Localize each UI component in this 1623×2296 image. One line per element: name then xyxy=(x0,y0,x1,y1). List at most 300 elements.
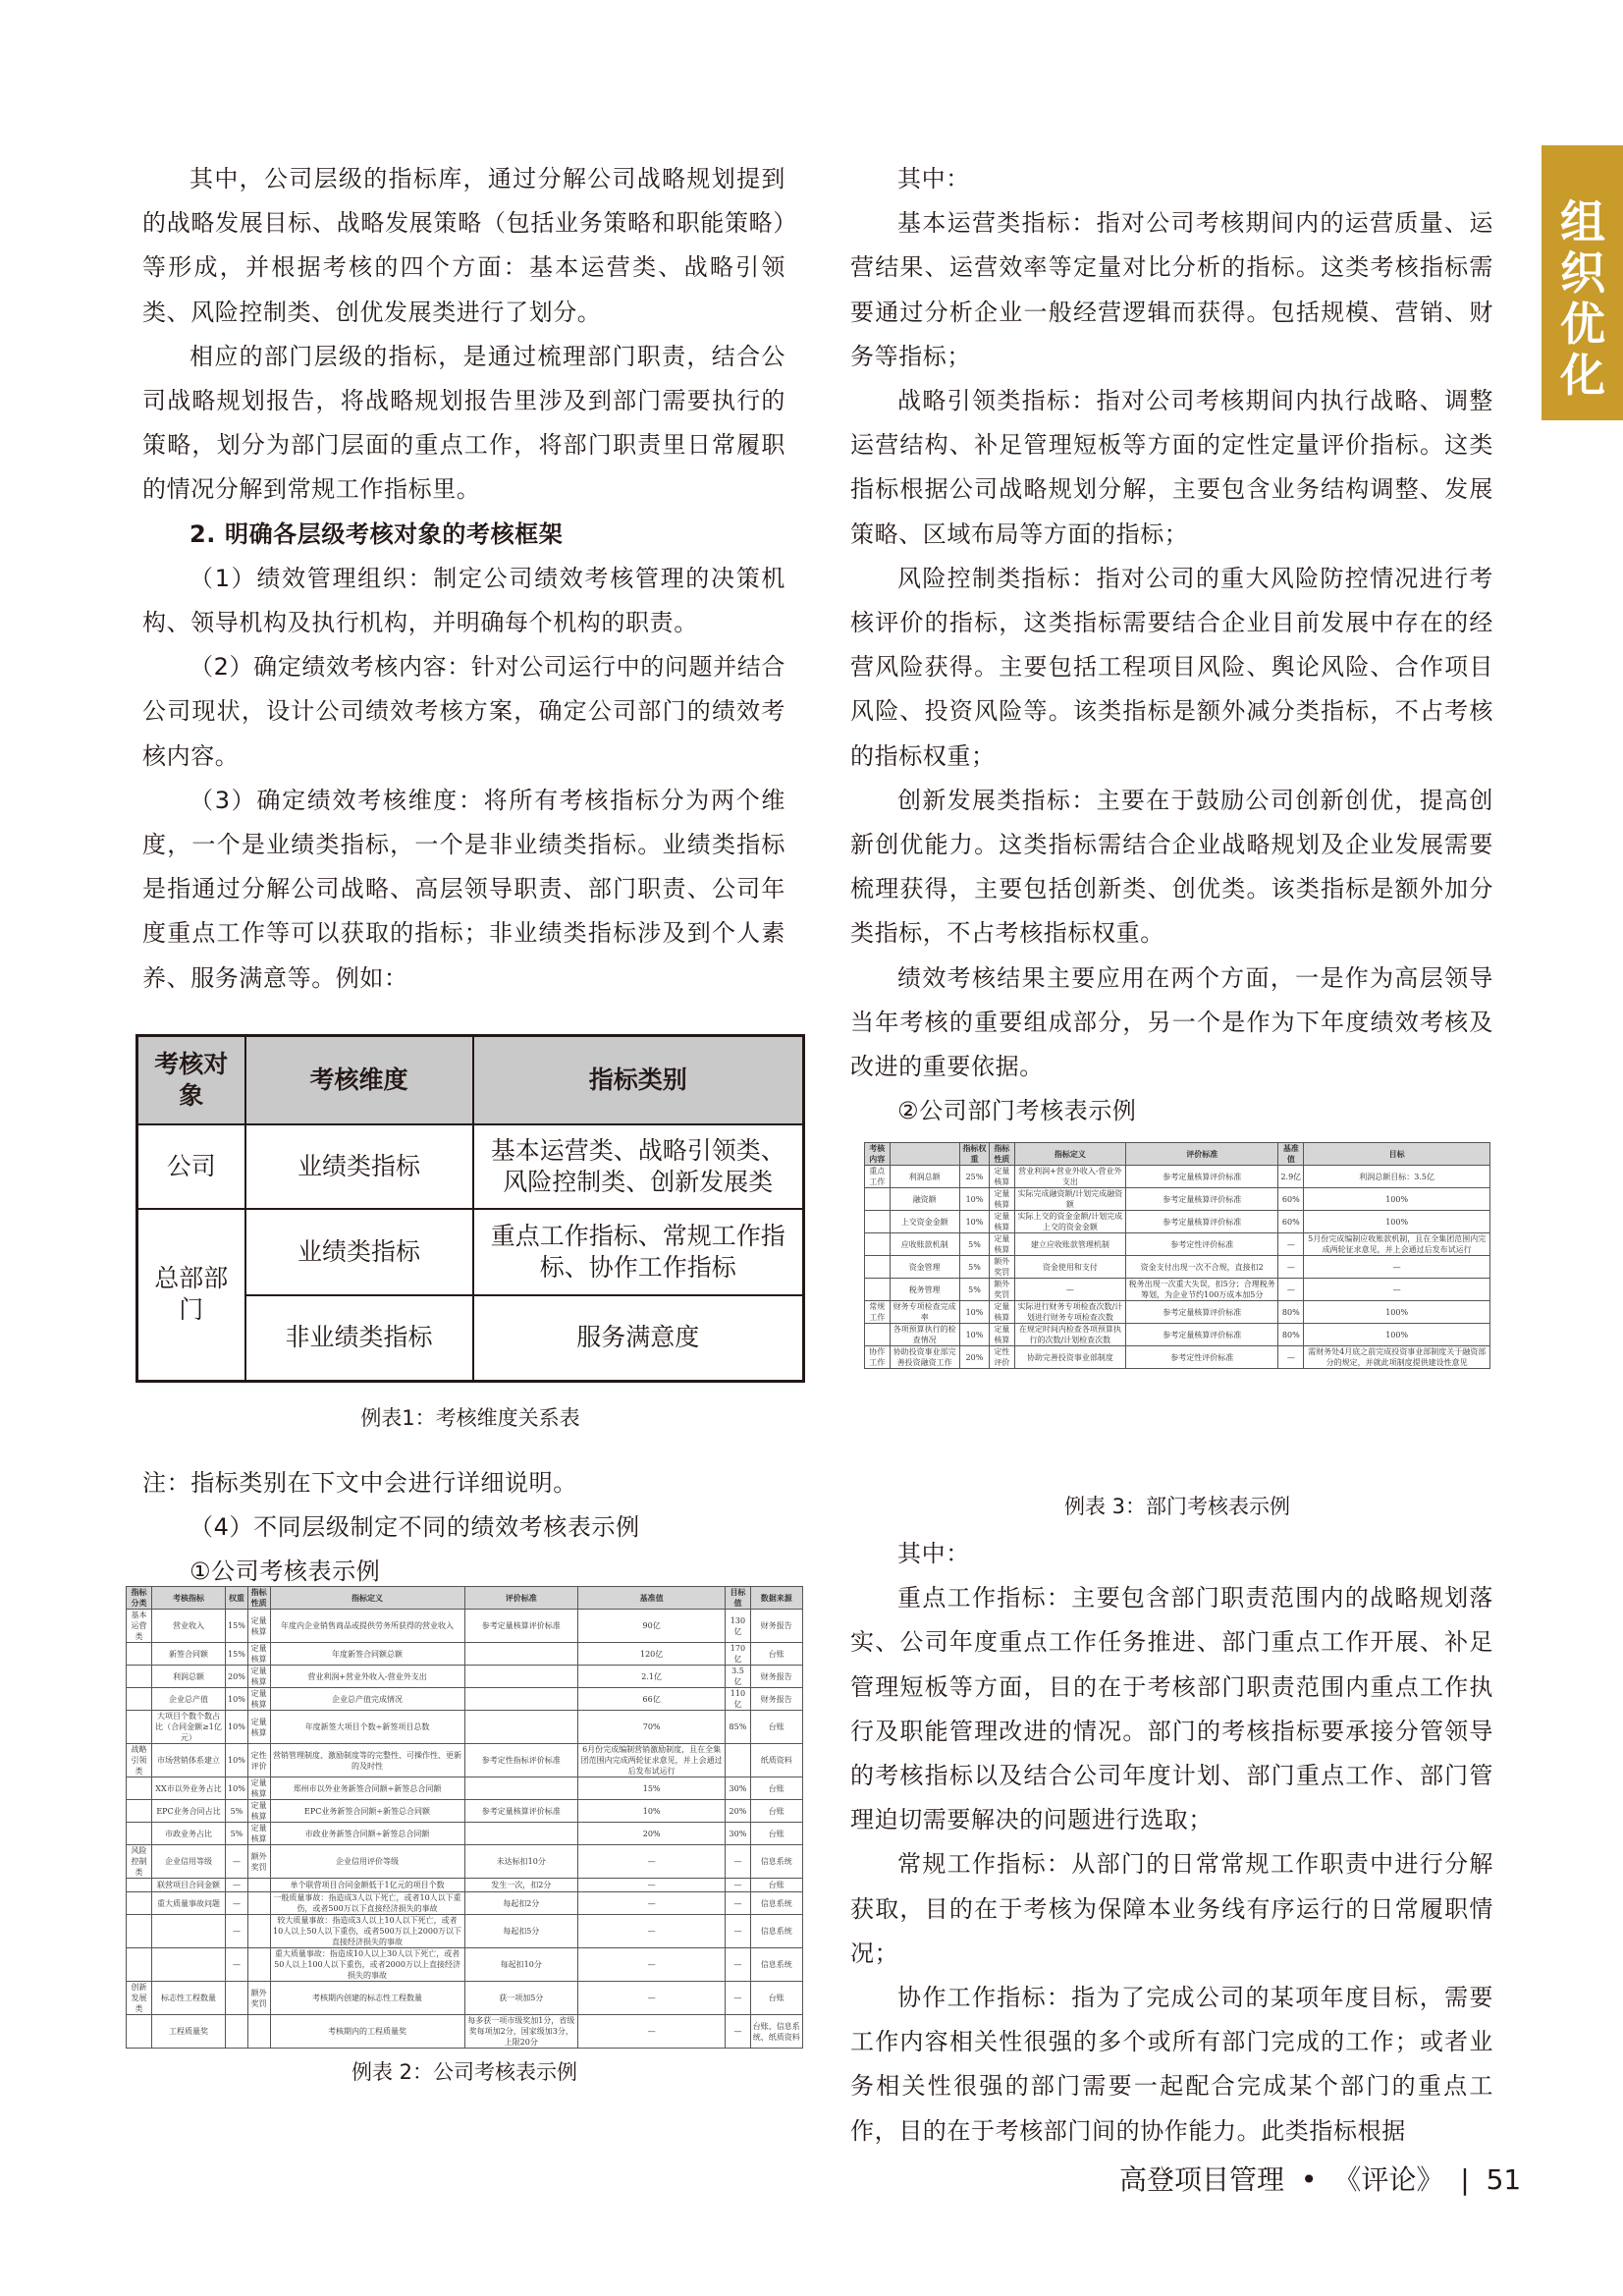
table-cell: 6月份完成编制营销激励制度，且在全集团范围内完成两轮征求意见，并上会通过后发布试运行 xyxy=(577,1744,725,1777)
table-cell: 额外奖罚 xyxy=(247,1845,270,1879)
table-cell: 非业绩类指标 xyxy=(245,1295,473,1382)
table-cell: EPC业务新签合同额÷新签总合同额 xyxy=(270,1800,464,1823)
table-cell: 90亿 xyxy=(577,1610,725,1643)
table-cell: 业绩类指标 xyxy=(245,1124,473,1209)
table-row xyxy=(127,1610,803,1643)
table-cell: 实际上交的资金金额/计划完成上交的资金金额 xyxy=(1014,1211,1126,1233)
table-cell: 台账 xyxy=(750,1711,802,1744)
table-cell: 新签合同额 xyxy=(151,1643,225,1666)
table-cell: 资金管理 xyxy=(890,1256,959,1279)
table-cell: 营业利润+营业外收入-营业外支出 xyxy=(270,1666,464,1688)
table-cell xyxy=(865,1211,891,1233)
table-cell: 10% xyxy=(959,1188,989,1211)
table-cell: 台账 xyxy=(750,1800,802,1823)
table-cell: 每起扣10分 xyxy=(464,1948,577,1982)
table-cell: 20% xyxy=(959,1346,989,1369)
table-cell: 5% xyxy=(959,1256,989,1279)
table-cell: 66亿 xyxy=(577,1688,725,1711)
table-cell xyxy=(127,1711,152,1744)
table-cell: 额外奖罚 xyxy=(247,1982,270,2015)
table-header: 指标定义 xyxy=(1014,1143,1126,1166)
table-cell: — xyxy=(226,1845,248,1879)
table-cell: 市场营销体系建立 xyxy=(151,1744,225,1777)
table-cell: — xyxy=(726,1892,750,1915)
table-row xyxy=(865,1233,1490,1256)
paragraph: 重点工作指标：主要包含部门职责范围内的战略规划落实、公司年度重点工作任务推进、部门重点工作开展、补足管理短板等方面，目的在于考核部门职责范围内重点工作执行及职能管理改进的情况。部门的考核指标要承接分管领导的考核指标以及结合公司年度计划、部门重点工作、部门管理迫切需要解决的问题进行选取； xyxy=(850,1584,1493,1834)
table-cell: 总部部门 xyxy=(137,1209,245,1382)
table-cell: 5% xyxy=(959,1279,989,1301)
paragraph: 常规工作指标：从部门的日常常规工作职责中进行分解获取，目的在于考核为保障本业务线有序运行的日常履职情况； xyxy=(850,1850,1493,1967)
table-cell: 利润总额 xyxy=(151,1666,225,1688)
table-cell: 5% xyxy=(226,1823,248,1845)
section-heading: 2. 明确各层级考核对象的考核框架 xyxy=(189,519,564,548)
table-cell: 应收账款机制 xyxy=(890,1233,959,1256)
table-row xyxy=(865,1166,1490,1188)
table-cell xyxy=(865,1188,891,1211)
table-cell: 每起扣2分 xyxy=(464,1892,577,1915)
table-cell: 5% xyxy=(959,1233,989,1256)
table-cell: 上交资金金额 xyxy=(890,1211,959,1233)
table-row xyxy=(127,1711,803,1744)
table-header: 评价标准 xyxy=(464,1587,577,1610)
table-cell: 定量核算 xyxy=(990,1211,1015,1233)
paragraph: 其中，公司层级的指标库，通过分解公司战略规划提到的战略发展目标、战略发展策略（包括业务策略和职能策略）等形成，并根据考核的四个方面：基本运营类、战略引领类、风险控制类、创优发展类进行了划分。 xyxy=(142,165,785,326)
table-cell: 发生一次，扣2分 xyxy=(464,1879,577,1892)
journal-name: 高登项目管理 xyxy=(1119,2163,1285,2196)
table-cell: 考核期内创建的标志性工程数量 xyxy=(270,1982,464,2015)
table-header: 评价标准 xyxy=(1126,1143,1278,1166)
table-cell: 市政业务新签合同额÷新签总合同额 xyxy=(270,1823,464,1845)
table-cell: 融资额 xyxy=(890,1188,959,1211)
table-cell: 重点工作指标、常规工作指标、协作工作指标 xyxy=(473,1209,804,1295)
dimension-table xyxy=(135,1034,805,1383)
table-cell: 税务出现一次重大失误，扣5分；合理税务筹划，为企业节约100万成本加5分 xyxy=(1126,1279,1278,1301)
table-row xyxy=(127,1688,803,1711)
table-caption: 例表 3：部门考核表示例 xyxy=(1063,1495,1291,1518)
table-row xyxy=(127,1845,803,1879)
table-cell: 较大质量事故：指造成3人以上10人以下死亡，或者10人以上50人以下重伤，或者500万以上2000万以下直接经济损失的事故 xyxy=(270,1915,464,1948)
table-cell: 定量核算 xyxy=(990,1188,1015,1211)
table-cell: 基本运营类、战略引领类、风险控制类、创新发展类 xyxy=(473,1124,804,1209)
table-cell xyxy=(127,2015,152,2049)
page-footer xyxy=(1119,2159,1521,2198)
table-cell xyxy=(464,1643,577,1666)
table-cell: 大项目个数个数占比（合同金额≥1亿元） xyxy=(151,1711,225,1744)
table-cell: — xyxy=(726,1845,750,1879)
table-header: 基准值 xyxy=(577,1587,725,1610)
table-cell: 15% xyxy=(226,1643,248,1666)
table-cell: 70% xyxy=(577,1711,725,1744)
table-cell: 10% xyxy=(577,1800,725,1823)
table-header: 考核指标 xyxy=(151,1587,225,1610)
table-cell: 公司 xyxy=(137,1124,245,1209)
table-cell: 20% xyxy=(226,1666,248,1688)
table-cell: 20% xyxy=(577,1823,725,1845)
paragraph: 协作工作指标：指为了完成公司的某项年度目标，需要工作内容相关性很强的多个或所有部门完成的工作；或者业务相关性很强的部门需要一起配合完成某个部门的重点工作，目的在于考核部门间的协作能力。此类指标根据 xyxy=(850,1984,1493,2145)
table-cell: 台账、信息系统、纸质资料 xyxy=(750,2015,802,2049)
left-notes xyxy=(142,1461,785,1595)
table-row xyxy=(127,1982,803,2015)
table-cell: 参考定量核算评价标准 xyxy=(1126,1324,1278,1346)
table-cell xyxy=(247,1892,270,1915)
table-cell xyxy=(127,1879,152,1892)
table-cell xyxy=(726,1744,750,1777)
table-cell: 110亿 xyxy=(726,1688,750,1711)
table-cell: 在规定时间内检查各项预算执行的次数/计划检查次数 xyxy=(1014,1324,1126,1346)
table-header: 目标 xyxy=(1304,1143,1490,1166)
table-cell: 定量核算 xyxy=(990,1166,1015,1188)
table-cell: 一般质量事故：指造成3人以下死亡，或者10人以下重伤，或者500万以下直接经济损失的事故 xyxy=(270,1892,464,1915)
table-header: 考核对象 xyxy=(137,1036,245,1124)
paragraph: （1）绩效管理组织：制定公司绩效考核管理的决策机构、领导机构及执行机构，并明确每个机构的职责。 xyxy=(142,564,785,637)
table-cell: 定量核算 xyxy=(247,1643,270,1666)
table-cell xyxy=(127,1915,152,1948)
table-cell: 工程质量奖 xyxy=(151,2015,225,2049)
table-row xyxy=(865,1279,1490,1301)
table-cell xyxy=(127,1777,152,1800)
table-cell: 营销管理制度、激励制度等的完整性、可操作性、更新的及时性 xyxy=(270,1744,464,1777)
table-cell: 120亿 xyxy=(577,1643,725,1666)
paragraph: 相应的部门层级的指标，是通过梳理部门职责，结合公司战略规划报告，将战略规划报告里涉及到部门需要执行的策略，划分为部门层面的重点工作，将部门职责里日常履职的情况分解到常规工作指标里。 xyxy=(142,342,785,504)
table-header: 考核维度 xyxy=(245,1036,473,1124)
table-cell: 营业利润+营业外收入-营业外支出 xyxy=(1014,1166,1126,1188)
table-cell: 5月份完成编制应收账款机制，且在全集团范围内完成两轮征求意见，并上会通过后发布试运行 xyxy=(1304,1233,1490,1256)
table-cell xyxy=(127,1666,152,1688)
table-cell: 协助完善投资事业部制度 xyxy=(1014,1346,1126,1369)
table-cell: 利润总额目标：3.5亿 xyxy=(1304,1166,1490,1188)
table-row xyxy=(127,1823,803,1845)
table-cell: — xyxy=(577,1982,725,2015)
table-cell: — xyxy=(726,2015,750,2049)
table-cell: 参考定性评价标准 xyxy=(1126,1346,1278,1369)
table-cell: — xyxy=(577,1948,725,1982)
table-cell: 30% xyxy=(726,1777,750,1800)
table-cell: 定量核算 xyxy=(247,1823,270,1845)
table-cell: 定量核算 xyxy=(247,1688,270,1711)
table-cell: 各项预算执行的检查情况 xyxy=(890,1324,959,1346)
table-cell: 协助投资事业部完善投资融资工作 xyxy=(890,1346,959,1369)
table-cell: 年度新签大项目个数÷新签项目总数 xyxy=(270,1711,464,1744)
table-cell: XX市以外业务占比 xyxy=(151,1777,225,1800)
table-cell: 30% xyxy=(726,1823,750,1845)
table-cell xyxy=(464,1688,577,1711)
table-cell: 参考定性指标评价标准 xyxy=(464,1744,577,1777)
table-header: 指标定义 xyxy=(270,1587,464,1610)
table-row xyxy=(865,1301,1490,1324)
table-cell: 20% xyxy=(726,1800,750,1823)
table-cell: 业绩类指标 xyxy=(245,1209,473,1295)
table-cell: 实际完成融资额/计划完成融资额 xyxy=(1014,1188,1126,1211)
table-cell: 10% xyxy=(226,1777,248,1800)
table-cell: 100% xyxy=(1304,1188,1490,1211)
table-row xyxy=(865,1324,1490,1346)
paragraph: 绩效考核结果主要应用在两个方面，一是作为高层领导当年考核的重要组成部分，另一个是作为下年度绩效考核及改进的重要依据。 xyxy=(850,963,1493,1081)
table-cell: 未达标扣10分 xyxy=(464,1845,577,1879)
table-cell: — xyxy=(1304,1256,1490,1279)
table-cell xyxy=(464,1711,577,1744)
table-header: 指标类别 xyxy=(473,1036,804,1124)
table-cell xyxy=(127,1948,152,1982)
table-cell: 信息系统 xyxy=(750,1915,802,1948)
table-cell: 每多获一项市级奖加1分，省级奖每项加2分，国家级加3分，上限20分 xyxy=(464,2015,577,2049)
table-cell xyxy=(226,1982,248,2015)
table-cell: 台账 xyxy=(750,1982,802,2015)
table-cell: 定量核算 xyxy=(247,1777,270,1800)
table-cell: — xyxy=(577,1892,725,1915)
table-cell: — xyxy=(577,2015,725,2049)
page-number: 51 xyxy=(1486,2163,1522,2196)
table-cell: 参考定量核算评价标准 xyxy=(464,1610,577,1643)
table-header: 指标性质 xyxy=(247,1587,270,1610)
table-row xyxy=(865,1188,1490,1211)
table-row xyxy=(127,1777,803,1800)
table-cell: 台账 xyxy=(750,1823,802,1845)
list-item: ②公司部门考核表示例 xyxy=(897,1097,1137,1125)
table-cell: — xyxy=(226,1948,248,1982)
table-header: 基准值 xyxy=(1278,1143,1304,1166)
table-row xyxy=(127,2015,803,2049)
table-cell: 参考定量核算评价标准 xyxy=(1126,1301,1278,1324)
table-cell: — xyxy=(577,1915,725,1948)
table-cell: 财务报告 xyxy=(750,1666,802,1688)
table-cell: 每起扣5分 xyxy=(464,1915,577,1948)
table-cell: 3.5亿 xyxy=(726,1666,750,1688)
table-cell: — xyxy=(1304,1279,1490,1301)
paragraph: 风险控制类指标：指对公司的重大风险防控情况进行考核评价的指标，这类指标需要结合企业目前发展中存在的经营风险获得。主要包括工程项目风险、舆论风险、合作项目风险、投资风险等。该类指标是额外减分类指标，不占考核的指标权重； xyxy=(850,564,1493,770)
table-cell xyxy=(127,1823,152,1845)
table-cell: 建立应收账款管理机制 xyxy=(1014,1233,1126,1256)
table-cell: 2.9亿 xyxy=(1278,1166,1304,1188)
right-column xyxy=(850,157,1493,1133)
table-header: 权重 xyxy=(226,1587,248,1610)
table-cell: 单个联营项目合同金额低于1亿元的项目个数 xyxy=(270,1879,464,1892)
table-cell: — xyxy=(1278,1346,1304,1369)
table-cell: — xyxy=(577,1845,725,1879)
table-cell: — xyxy=(726,1948,750,1982)
table-cell: 100% xyxy=(1304,1211,1490,1233)
table-cell: 定性评价 xyxy=(247,1744,270,1777)
table-cell xyxy=(464,1666,577,1688)
table-caption: 例表1：考核维度关系表 xyxy=(360,1406,580,1430)
table-cell: 定量核算 xyxy=(990,1233,1015,1256)
table-cell: 参考定量核算评价标准 xyxy=(1126,1211,1278,1233)
table-cell: 财务专项检查完成率 xyxy=(890,1301,959,1324)
table-cell xyxy=(127,1892,152,1915)
table-cell xyxy=(247,1915,270,1948)
table-cell: 企业信用等级 xyxy=(151,1845,225,1879)
table-cell: 10% xyxy=(226,1711,248,1744)
company-assessment-table xyxy=(126,1586,803,2049)
table-row xyxy=(127,1666,803,1688)
list-item: ①公司考核表示例 xyxy=(189,1558,381,1586)
table-cell: 利润总额 xyxy=(890,1166,959,1188)
table-cell: 10% xyxy=(959,1301,989,1324)
table-cell: 考核期内的工程质量奖 xyxy=(270,2015,464,2049)
footer-dot: • xyxy=(1300,2163,1318,2196)
table-cell: 130亿 xyxy=(726,1610,750,1643)
paragraph: 基本运营类指标：指对公司考核期间内的运营质量、运营结果、运营效率等定量对比分析的指标。这类考核指标需要通过分析企业一般经营逻辑而获得。包括规模、营销、财务等指标； xyxy=(850,209,1493,370)
table-cell: — xyxy=(226,1915,248,1948)
table-cell: 额外奖罚 xyxy=(990,1279,1015,1301)
paragraph: 创新发展类指标：主要在于鼓励公司创新创优，提高创新创优能力。这类指标需结合企业战略规划及企业发展需要梳理获得，主要包括创新类、创优类。该类指标是额外加分类指标，不占考核指标权重。 xyxy=(850,786,1493,948)
table-header: 指标分类 xyxy=(127,1587,152,1610)
table-cell xyxy=(127,1800,152,1823)
table-cell: 额外奖罚 xyxy=(990,1256,1015,1279)
table-cell: 年度内企业销售商品或提供劳务所获得的营业收入 xyxy=(270,1610,464,1643)
table-header: 目标值 xyxy=(726,1587,750,1610)
table-cell: 服务满意度 xyxy=(473,1295,804,1382)
section-tab-label: 组织优化 xyxy=(1560,195,1605,402)
footer-section: 《评论》 xyxy=(1333,2163,1444,2196)
table-cell xyxy=(865,1324,891,1346)
table-cell xyxy=(865,1256,891,1279)
table-cell: 85% xyxy=(726,1711,750,1744)
table-cell: 参考定量核算评价标准 xyxy=(464,1800,577,1823)
table-cell: 信息系统 xyxy=(750,1845,802,1879)
table-cell: 协作工作 xyxy=(865,1346,891,1369)
table-cell xyxy=(151,1948,225,1982)
right-column-lower xyxy=(850,1532,1493,2154)
table-cell: 定量核算 xyxy=(247,1610,270,1643)
footer-bar: | xyxy=(1460,2163,1470,2196)
table-cell: 战略引领类 xyxy=(127,1744,152,1777)
table-caption: 例表 2：公司考核表示例 xyxy=(351,2060,578,2084)
table-cell: 台账 xyxy=(750,1777,802,1800)
table-cell: 参考定量核算评价标准 xyxy=(1126,1188,1278,1211)
table-row xyxy=(127,1800,803,1823)
table-cell: 获一项加5分 xyxy=(464,1982,577,2015)
table-cell: 5% xyxy=(226,1800,248,1823)
table-cell xyxy=(247,2015,270,2049)
table-cell: 170亿 xyxy=(726,1643,750,1666)
table-cell: — xyxy=(1278,1256,1304,1279)
table-cell: 联营项目合同金额 xyxy=(151,1879,225,1892)
table-cell: 10% xyxy=(226,1744,248,1777)
table-cell: 10% xyxy=(959,1324,989,1346)
table-cell: — xyxy=(1014,1279,1126,1301)
table-cell: 年度新签合同额总额 xyxy=(270,1643,464,1666)
table-cell: 台账 xyxy=(750,1879,802,1892)
table-cell: — xyxy=(726,1879,750,1892)
table-cell: 企业总产值 xyxy=(151,1688,225,1711)
table-header: 指标性质 xyxy=(990,1143,1015,1166)
table-header xyxy=(890,1143,959,1166)
table-cell: 需财务处4月底之前完成投资事业部制度关于融资部分的规定，并就此项制度提供建设性意见 xyxy=(1304,1346,1490,1369)
paragraph: 战略引领类指标：指对公司考核期间内执行战略、调整运营结构、补足管理短板等方面的定性定量评价指标。这类指标根据公司战略规划分解，主要包含业务结构调整、发展策略、区域布局等方面的指标； xyxy=(850,387,1493,548)
table-cell: 营业收入 xyxy=(151,1610,225,1643)
table-cell: 10% xyxy=(226,1688,248,1711)
table-cell: 定量核算 xyxy=(990,1301,1015,1324)
table-row xyxy=(127,1744,803,1777)
table-row xyxy=(127,1948,803,1982)
table-cell xyxy=(127,1643,152,1666)
table-cell: 台账 xyxy=(750,1643,802,1666)
list-item: （4）不同层级制定不同的绩效考核表示例 xyxy=(189,1513,640,1542)
table-cell xyxy=(151,1915,225,1948)
table-cell: 资金使用和支付 xyxy=(1014,1256,1126,1279)
table-cell: 2.1亿 xyxy=(577,1666,725,1688)
table-row xyxy=(127,1643,803,1666)
table-cell: 60% xyxy=(1278,1211,1304,1233)
paragraph: 其中： xyxy=(897,1540,970,1567)
table-cell xyxy=(865,1279,891,1301)
table-cell: 15% xyxy=(226,1610,248,1643)
table-cell: EPC业务合同占比 xyxy=(151,1800,225,1823)
table-cell: 定量核算 xyxy=(247,1711,270,1744)
left-column xyxy=(142,157,785,1001)
table-row xyxy=(865,1211,1490,1233)
table-cell: 风险控制类 xyxy=(127,1845,152,1879)
table-cell: 创新发展类 xyxy=(127,1982,152,2015)
table-cell: 定量核算 xyxy=(990,1324,1015,1346)
table-cell: 市政业务占比 xyxy=(151,1823,225,1845)
table-cell: 重大质量事故问题 xyxy=(151,1892,225,1915)
table-cell xyxy=(464,1777,577,1800)
table-cell xyxy=(226,2015,248,2049)
table-cell: 郑州市以外业务新签合同额÷新签总合同额 xyxy=(270,1777,464,1800)
table-cell: 定量核算 xyxy=(247,1666,270,1688)
table-cell: 25% xyxy=(959,1166,989,1188)
table-cell: 财务报告 xyxy=(750,1688,802,1711)
table-cell: — xyxy=(577,1879,725,1892)
table-cell: 80% xyxy=(1278,1301,1304,1324)
table-cell: — xyxy=(226,1892,248,1915)
paragraph: （3）确定绩效考核维度：将所有考核指标分为两个维度，一个是业绩类指标，一个是非业绩类指标。业绩类指标是指通过分解公司战略、高层领导职责、部门职责、公司年度重点工作等可以获取的指标；非业绩类指标涉及到个人素养、服务满意等。例如： xyxy=(142,786,785,992)
table-cell: 80% xyxy=(1278,1324,1304,1346)
table-cell: 定性评价 xyxy=(990,1346,1015,1369)
table-cell: — xyxy=(726,1915,750,1948)
table-cell: 参考定量核算评价标准 xyxy=(1126,1166,1278,1188)
table-row xyxy=(127,1892,803,1915)
table-cell: 企业信用评价等级 xyxy=(270,1845,464,1879)
table-cell: 信息系统 xyxy=(750,1948,802,1982)
table-cell: 重点工作 xyxy=(865,1166,891,1188)
table-header: 指标权重 xyxy=(959,1143,989,1166)
note: 注：指标类别在下文中会进行详细说明。 xyxy=(142,1469,577,1497)
department-assessment-table xyxy=(864,1142,1490,1369)
table-cell: 税务管理 xyxy=(890,1279,959,1301)
paragraph: （2）确定绩效考核内容：针对公司运行中的问题并结合公司现状，设计公司绩效考核方案，确定公司部门的绩效考核内容。 xyxy=(142,653,785,770)
table-cell: 100% xyxy=(1304,1324,1490,1346)
table-cell xyxy=(865,1233,891,1256)
table-cell: 企业总产值完成情况 xyxy=(270,1688,464,1711)
table-cell xyxy=(127,1688,152,1711)
table-cell: 参考定性评价标准 xyxy=(1126,1233,1278,1256)
table-row xyxy=(127,1915,803,1948)
table-cell: 100% xyxy=(1304,1301,1490,1324)
table-cell: 定量核算 xyxy=(247,1800,270,1823)
table-cell: 15% xyxy=(577,1777,725,1800)
table-cell: 常规工作 xyxy=(865,1301,891,1324)
table-cell: — xyxy=(1278,1279,1304,1301)
table-header: 数据来源 xyxy=(750,1587,802,1610)
table-cell: — xyxy=(726,1982,750,2015)
table-cell xyxy=(247,1948,270,1982)
table-cell: 财务报告 xyxy=(750,1610,802,1643)
table-row xyxy=(865,1346,1490,1369)
table-cell: — xyxy=(226,1879,248,1892)
paragraph: 其中： xyxy=(897,165,970,192)
table-cell: 基本运营类 xyxy=(127,1610,152,1643)
table-header: 考核内容 xyxy=(865,1143,891,1166)
table-cell: 10% xyxy=(959,1211,989,1233)
table-row xyxy=(127,1879,803,1892)
table-cell: 纸质资料 xyxy=(750,1744,802,1777)
table-cell: 信息系统 xyxy=(750,1892,802,1915)
table-row xyxy=(865,1256,1490,1279)
table-cell: 60% xyxy=(1278,1188,1304,1211)
table-cell: 实际进行财务专项检查次数/计划进行财务专项检查次数 xyxy=(1014,1301,1126,1324)
